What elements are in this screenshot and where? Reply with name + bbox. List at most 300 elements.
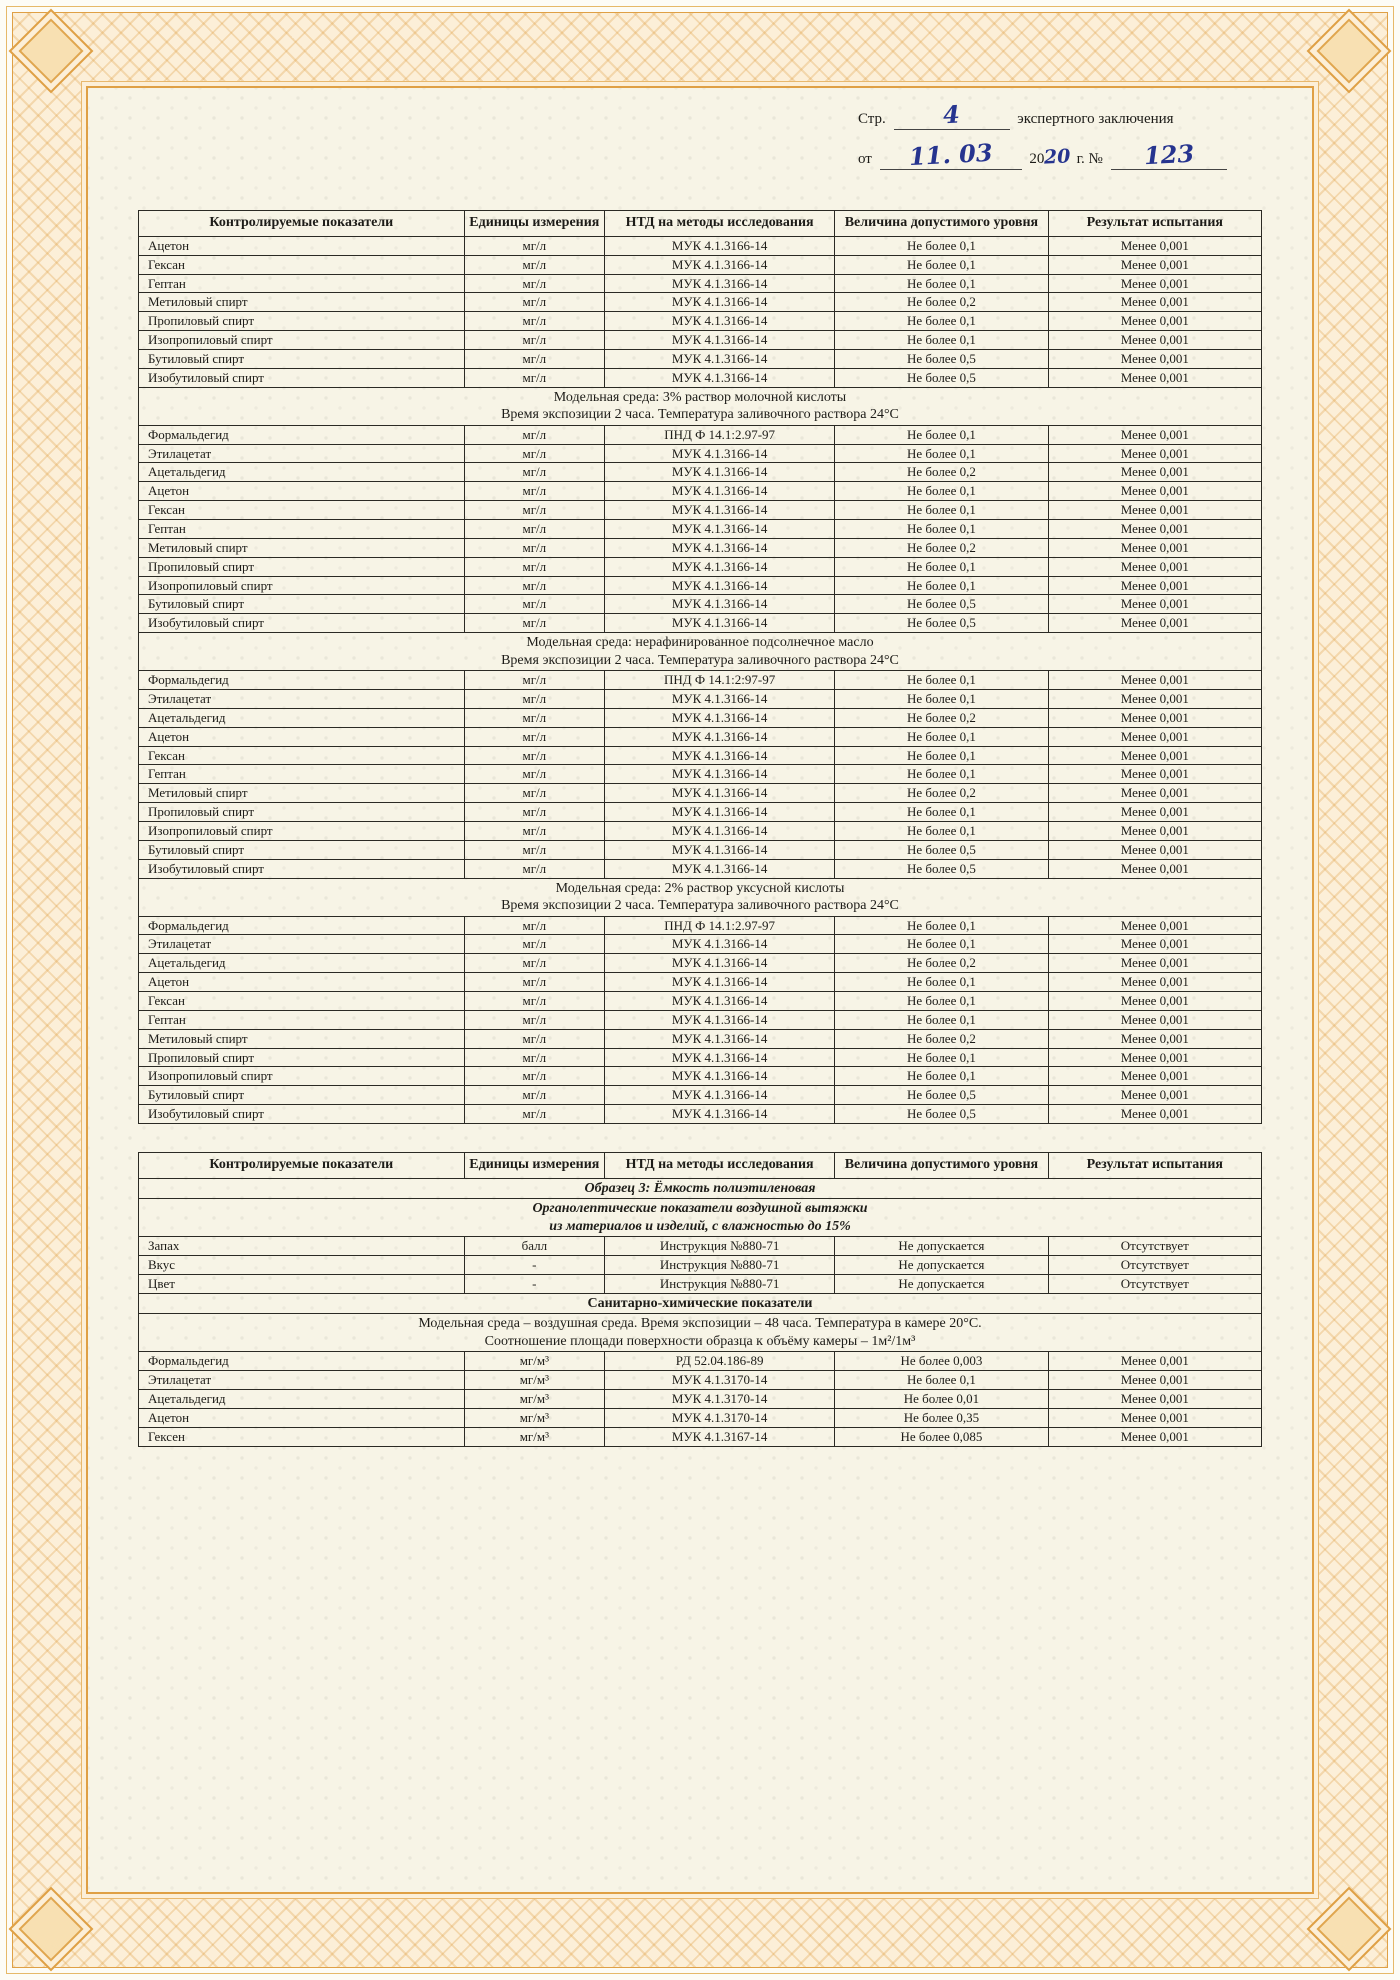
table-cell: мг/л	[464, 954, 604, 973]
table-cell: МУК 4.1.3166-14	[605, 935, 835, 954]
section-header-line: Время экспозиции 2 часа. Температура заливочного раствора 24°С	[501, 652, 899, 668]
table-cell: Менее 0,001	[1048, 331, 1261, 350]
table-cell: мг/л	[464, 463, 604, 482]
table-cell: Менее 0,001	[1048, 784, 1261, 803]
table-cell: мг/л	[464, 614, 604, 633]
table-cell: МУК 4.1.3166-14	[605, 312, 835, 331]
table-cell: Не более 0,2	[835, 1029, 1048, 1048]
table-row	[139, 576, 1262, 595]
table-cell: Не более 0,1	[835, 519, 1048, 538]
test-results-table-2	[138, 1152, 1262, 1447]
table-cell: Гексан	[139, 746, 465, 765]
table-row	[139, 1237, 1262, 1256]
table-cell: Менее 0,001	[1048, 1105, 1261, 1124]
doc-title-suffix: экспертного заключения	[1017, 111, 1174, 127]
table-cell: мг/м³	[464, 1371, 604, 1390]
table-cell: мг/л	[464, 538, 604, 557]
table-row	[139, 595, 1262, 614]
table-cell: Менее 0,001	[1048, 1086, 1261, 1105]
table-row	[139, 935, 1262, 954]
table-cell: Менее 0,001	[1048, 501, 1261, 520]
table-cell: МУК 4.1.3166-14	[605, 1086, 835, 1105]
table-cell: мг/л	[464, 349, 604, 368]
table-2-header	[139, 1153, 1262, 1179]
doc-number-slot	[1111, 138, 1227, 171]
table-cell: мг/л	[464, 765, 604, 784]
table-row	[139, 425, 1262, 444]
table-row	[139, 463, 1262, 482]
table-cell: Менее 0,001	[1048, 916, 1261, 935]
table-cell: Менее 0,001	[1048, 349, 1261, 368]
table-cell: мг/л	[464, 784, 604, 803]
table-cell: мг/л	[464, 444, 604, 463]
section-header-line: Образец 3: Ёмкость полиэтиленовая	[584, 1180, 816, 1196]
table-cell: Ацетон	[139, 973, 465, 992]
table-cell: Не более 0,1	[835, 765, 1048, 784]
table-cell: Менее 0,001	[1048, 1390, 1261, 1409]
table-cell: Менее 0,001	[1048, 1371, 1261, 1390]
table-cell: Не более 0,5	[835, 859, 1048, 878]
table-cell: мг/л	[464, 1010, 604, 1029]
table-cell: Менее 0,001	[1048, 954, 1261, 973]
table-cell: Изопропиловый спирт	[139, 1067, 465, 1086]
table-cell: Этилацетат	[139, 444, 465, 463]
table-cell: Менее 0,001	[1048, 557, 1261, 576]
table-row	[139, 689, 1262, 708]
table-cell: мг/л	[464, 501, 604, 520]
table-cell: Гептан	[139, 519, 465, 538]
doc-number-handwritten: 123	[1142, 138, 1195, 171]
table-cell: Гептан	[139, 1010, 465, 1029]
table-cell: Менее 0,001	[1048, 859, 1261, 878]
table-cell: мг/л	[464, 236, 604, 255]
section-header-cell	[139, 1178, 1262, 1199]
table-row	[139, 840, 1262, 859]
table-cell: Не более 0,1	[835, 444, 1048, 463]
table-cell: мг/л	[464, 689, 604, 708]
table-cell: Этилацетат	[139, 935, 465, 954]
table-cell: мг/л	[464, 671, 604, 690]
table-cell: Менее 0,001	[1048, 1067, 1261, 1086]
table-cell: Цвет	[139, 1275, 465, 1294]
table-cell: Гексен	[139, 1427, 465, 1446]
table-cell: МУК 4.1.3170-14	[605, 1390, 835, 1409]
table-row	[139, 1371, 1262, 1390]
table-cell: Не более 0,1	[835, 1010, 1048, 1029]
table-cell: мг/л	[464, 1105, 604, 1124]
table-cell: Метиловый спирт	[139, 1029, 465, 1048]
table-row	[139, 746, 1262, 765]
table-row	[139, 1427, 1262, 1446]
section-header-row	[139, 1293, 1262, 1314]
table-cell: Не более 0,1	[835, 935, 1048, 954]
table-cell: мг/л	[464, 916, 604, 935]
table-cell: Менее 0,001	[1048, 935, 1261, 954]
table-cell: МУК 4.1.3166-14	[605, 557, 835, 576]
table-cell: МУК 4.1.3166-14	[605, 746, 835, 765]
date-number-line	[858, 137, 1278, 171]
table-row	[139, 1086, 1262, 1105]
table-cell: Изобутиловый спирт	[139, 614, 465, 633]
table-cell: Менее 0,001	[1048, 992, 1261, 1011]
table-cell: Менее 0,001	[1048, 425, 1261, 444]
table-cell: Запах	[139, 1237, 465, 1256]
table-cell: Метиловый спирт	[139, 538, 465, 557]
table-cell: -	[464, 1275, 604, 1294]
table-cell: Менее 0,001	[1048, 727, 1261, 746]
table-cell: мг/л	[464, 482, 604, 501]
table-cell: Менее 0,001	[1048, 708, 1261, 727]
table-cell: Отсутствует	[1048, 1237, 1261, 1256]
table-cell: Не более 0,1	[835, 482, 1048, 501]
table-cell: МУК 4.1.3166-14	[605, 1067, 835, 1086]
table-cell: МУК 4.1.3166-14	[605, 293, 835, 312]
table-cell: Менее 0,001	[1048, 1427, 1261, 1446]
table-cell: Менее 0,001	[1048, 274, 1261, 293]
table-cell: мг/л	[464, 1086, 604, 1105]
table-cell: МУК 4.1.3166-14	[605, 595, 835, 614]
doc-header	[858, 99, 1278, 184]
table-cell: Не более 0,1	[835, 331, 1048, 350]
table-cell: МУК 4.1.3166-14	[605, 765, 835, 784]
table-cell: Не более 0,1	[835, 727, 1048, 746]
table-row	[139, 1390, 1262, 1409]
table-row	[139, 708, 1262, 727]
section-header-line: Время экспозиции 2 часа. Температура заливочного раствора 24°С	[501, 898, 899, 914]
section-header-line: Модельная среда: 2% раствор уксусной кислоты	[555, 880, 845, 896]
table-cell: мг/л	[464, 331, 604, 350]
table-cell: Менее 0,001	[1048, 293, 1261, 312]
section-header-cell	[139, 878, 1262, 916]
table-cell: Менее 0,001	[1048, 1048, 1261, 1067]
table-cell: мг/л	[464, 255, 604, 274]
table-cell: Инструкция №880-71	[605, 1237, 835, 1256]
header-row	[139, 1153, 1262, 1179]
column-header-indicators: Контролируемые показатели	[139, 211, 465, 237]
page-number-handwritten: 4	[942, 99, 961, 130]
table-cell: Не более 0,5	[835, 368, 1048, 387]
table-cell: мг/л	[464, 822, 604, 841]
table-cell: Ацетальдегид	[139, 463, 465, 482]
table-cell: МУК 4.1.3166-14	[605, 803, 835, 822]
page-label: Стр.	[858, 111, 886, 127]
column-header-indicators: Контролируемые показатели	[139, 1153, 465, 1179]
section-header-cell	[139, 387, 1262, 425]
section-header-cell	[139, 1199, 1262, 1237]
table-cell: МУК 4.1.3167-14	[605, 1427, 835, 1446]
table-cell: Менее 0,001	[1048, 671, 1261, 690]
table-cell: мг/л	[464, 727, 604, 746]
table-cell: Формальдегид	[139, 671, 465, 690]
table-cell: Ацетон	[139, 727, 465, 746]
table-cell: МУК 4.1.3166-14	[605, 274, 835, 293]
table-cell: МУК 4.1.3166-14	[605, 973, 835, 992]
table-cell: Менее 0,001	[1048, 614, 1261, 633]
table-row	[139, 236, 1262, 255]
table-cell: МУК 4.1.3166-14	[605, 708, 835, 727]
table-cell: Ацетальдегид	[139, 708, 465, 727]
table-cell: Изобутиловый спирт	[139, 1105, 465, 1124]
table-cell: мг/м³	[464, 1390, 604, 1409]
table-cell: мг/л	[464, 293, 604, 312]
table-row	[139, 1048, 1262, 1067]
table-cell: мг/м³	[464, 1427, 604, 1446]
table-cell: Не более 0,1	[835, 501, 1048, 520]
table-cell: Менее 0,001	[1048, 1352, 1261, 1371]
section-header-line: Время экспозиции 2 часа. Температура заливочного раствора 24°С	[501, 407, 899, 423]
section-header-row	[139, 1178, 1262, 1199]
column-header-units: Единицы измерения	[464, 1153, 604, 1179]
table-2-body	[139, 1178, 1262, 1446]
table-cell: Вкус	[139, 1256, 465, 1275]
section-header-row	[139, 1199, 1262, 1237]
table-cell: Менее 0,001	[1048, 236, 1261, 255]
table-cell: МУК 4.1.3166-14	[605, 501, 835, 520]
table-cell: Не более 0,1	[835, 557, 1048, 576]
table-row	[139, 501, 1262, 520]
table-cell: мг/м³	[464, 1408, 604, 1427]
table-cell: мг/л	[464, 312, 604, 331]
table-cell: Не более 0,1	[835, 274, 1048, 293]
table-cell: МУК 4.1.3166-14	[605, 1048, 835, 1067]
table-cell: Не более 0,1	[835, 822, 1048, 841]
table-row	[139, 331, 1262, 350]
table-cell: Бутиловый спирт	[139, 349, 465, 368]
table-cell: мг/л	[464, 708, 604, 727]
table-cell: Не более 0,085	[835, 1427, 1048, 1446]
column-header-method: НТД на методы исследования	[605, 1153, 835, 1179]
table-cell: Гексан	[139, 992, 465, 1011]
table-cell: МУК 4.1.3166-14	[605, 482, 835, 501]
table-cell: Отсутствует	[1048, 1256, 1261, 1275]
table-row	[139, 859, 1262, 878]
table-cell: Не более 0,1	[835, 916, 1048, 935]
table-cell: Бутиловый спирт	[139, 595, 465, 614]
table-cell: Пропиловый спирт	[139, 312, 465, 331]
table-cell: Не более 0,1	[835, 425, 1048, 444]
table-cell: Ацетальдегид	[139, 1390, 465, 1409]
table-cell: Менее 0,001	[1048, 538, 1261, 557]
table-cell: МУК 4.1.3166-14	[605, 463, 835, 482]
year-handwritten: 20	[1043, 145, 1072, 169]
table-cell: Изопропиловый спирт	[139, 576, 465, 595]
table-cell: МУК 4.1.3170-14	[605, 1408, 835, 1427]
table-cell: МУК 4.1.3166-14	[605, 689, 835, 708]
table-row	[139, 482, 1262, 501]
table-cell: Менее 0,001	[1048, 368, 1261, 387]
table-cell: Инструкция №880-71	[605, 1275, 835, 1294]
table-cell: МУК 4.1.3166-14	[605, 255, 835, 274]
section-header-row	[139, 387, 1262, 425]
table-cell: Менее 0,001	[1048, 1010, 1261, 1029]
section-header-line: из материалов и изделий, с влажностью до 15%	[549, 1218, 851, 1234]
table-cell: Не более 0,01	[835, 1390, 1048, 1409]
table-cell: Не более 0,1	[835, 236, 1048, 255]
table-row	[139, 538, 1262, 557]
table-row	[139, 727, 1262, 746]
table-cell: Не более 0,1	[835, 255, 1048, 274]
table-cell: Не более 0,5	[835, 595, 1048, 614]
table-cell: Менее 0,001	[1048, 255, 1261, 274]
table-row	[139, 255, 1262, 274]
table-cell: МУК 4.1.3166-14	[605, 1105, 835, 1124]
table-cell: Бутиловый спирт	[139, 840, 465, 859]
table-cell: Не более 0,2	[835, 293, 1048, 312]
table-cell: Изопропиловый спирт	[139, 331, 465, 350]
table-cell: Менее 0,001	[1048, 444, 1261, 463]
table-cell: Гептан	[139, 274, 465, 293]
table-row	[139, 784, 1262, 803]
table-cell: МУК 4.1.3166-14	[605, 444, 835, 463]
section-header-line: Органолептические показатели воздушной вытяжки	[532, 1201, 868, 1217]
table-cell: Метиловый спирт	[139, 293, 465, 312]
date-slot	[880, 137, 1022, 171]
table-row	[139, 1352, 1262, 1371]
table-cell: МУК 4.1.3166-14	[605, 349, 835, 368]
table-cell: Менее 0,001	[1048, 746, 1261, 765]
table-cell: Пропиловый спирт	[139, 557, 465, 576]
year-suffix: г. №	[1076, 150, 1103, 167]
table-cell: Формальдегид	[139, 1352, 465, 1371]
table-cell: Метиловый спирт	[139, 784, 465, 803]
table-cell: МУК 4.1.3166-14	[605, 614, 835, 633]
table-cell: МУК 4.1.3166-14	[605, 538, 835, 557]
table-cell: Ацетон	[139, 236, 465, 255]
table-cell: Не более 0,5	[835, 614, 1048, 633]
table-cell: РД 52.04.186-89	[605, 1352, 835, 1371]
table-row	[139, 274, 1262, 293]
table-cell: Ацетальдегид	[139, 954, 465, 973]
column-header-result: Результат испытания	[1048, 1153, 1261, 1179]
table-cell: Не более 0,2	[835, 708, 1048, 727]
table-cell: Не более 0,2	[835, 954, 1048, 973]
table-cell: мг/л	[464, 1048, 604, 1067]
document-field	[86, 86, 1314, 1894]
table-cell: МУК 4.1.3166-14	[605, 954, 835, 973]
section-header-line: Модельная среда: нерафинированное подсолнечное масло	[526, 635, 874, 651]
table-cell: мг/л	[464, 935, 604, 954]
table-cell: мг/л	[464, 576, 604, 595]
table-row	[139, 765, 1262, 784]
table-cell: Не более 0,5	[835, 1105, 1048, 1124]
table-cell: ПНД Ф 14.1:2:97-97	[605, 671, 835, 690]
table-cell: Менее 0,001	[1048, 765, 1261, 784]
table-cell: МУК 4.1.3166-14	[605, 784, 835, 803]
table-row	[139, 1067, 1262, 1086]
table-cell: мг/л	[464, 274, 604, 293]
table-cell: Не более 0,2	[835, 784, 1048, 803]
table-row	[139, 368, 1262, 387]
table-cell: Не более 0,5	[835, 840, 1048, 859]
table-cell: мг/л	[464, 368, 604, 387]
table-cell: Не более 0,1	[835, 992, 1048, 1011]
table-cell: МУК 4.1.3166-14	[605, 236, 835, 255]
table-cell: МУК 4.1.3166-14	[605, 1010, 835, 1029]
column-header-result: Результат испытания	[1048, 211, 1261, 237]
table-cell: Не более 0,1	[835, 1371, 1048, 1390]
section-header-line: Санитарно-химические показатели	[587, 1295, 813, 1311]
table-row	[139, 1275, 1262, 1294]
table-row	[139, 614, 1262, 633]
column-header-units: Единицы измерения	[464, 211, 604, 237]
section-header-cell	[139, 1293, 1262, 1314]
table-cell: МУК 4.1.3166-14	[605, 859, 835, 878]
table-cell: Менее 0,001	[1048, 576, 1261, 595]
table-cell: МУК 4.1.3166-14	[605, 368, 835, 387]
date-label: от	[858, 150, 872, 167]
column-header-limit: Величина допустимого уровня	[835, 211, 1048, 237]
table-cell: Не более 0,5	[835, 349, 1048, 368]
table-row	[139, 519, 1262, 538]
table-row	[139, 1010, 1262, 1029]
table-cell: МУК 4.1.3166-14	[605, 1029, 835, 1048]
table-cell: Не более 0,2	[835, 463, 1048, 482]
table-row	[139, 973, 1262, 992]
table-cell: МУК 4.1.3166-14	[605, 992, 835, 1011]
table-cell: Изопропиловый спирт	[139, 822, 465, 841]
column-header-limit: Величина допустимого уровня	[835, 1153, 1048, 1179]
table-cell: мг/л	[464, 803, 604, 822]
table-cell: Не более 0,1	[835, 1048, 1048, 1067]
section-header-line: Модельная среда – воздушная среда. Время экспозиции – 48 часа. Температура в камере 20°С.	[418, 1316, 982, 1332]
table-cell: Менее 0,001	[1048, 463, 1261, 482]
table-cell: мг/л	[464, 519, 604, 538]
table-cell: Пропиловый спирт	[139, 1048, 465, 1067]
date-handwritten: 11. 03	[908, 137, 994, 171]
table-cell: Менее 0,001	[1048, 840, 1261, 859]
table-cell: -	[464, 1256, 604, 1275]
table-cell: Гексан	[139, 501, 465, 520]
table-row	[139, 312, 1262, 331]
table-row	[139, 293, 1262, 312]
table-cell: Пропиловый спирт	[139, 803, 465, 822]
table-cell: Не более 0,1	[835, 973, 1048, 992]
table-cell: Не более 0,1	[835, 576, 1048, 595]
table-cell: Не более 0,1	[835, 689, 1048, 708]
table-row	[139, 557, 1262, 576]
table-cell: МУК 4.1.3166-14	[605, 840, 835, 859]
year-printed: 20	[1029, 150, 1045, 167]
table-cell: Не более 0,1	[835, 671, 1048, 690]
table-cell: Не более 0,2	[835, 538, 1048, 557]
table-cell: Не допускается	[835, 1256, 1048, 1275]
section-header-cell	[139, 633, 1262, 671]
table-row	[139, 916, 1262, 935]
section-header-line: Модельная среда: 3% раствор молочной кислоты	[553, 389, 847, 405]
table-cell: МУК 4.1.3166-14	[605, 519, 835, 538]
table-cell: Менее 0,001	[1048, 312, 1261, 331]
table-cell: Менее 0,001	[1048, 822, 1261, 841]
table-1-header	[139, 211, 1262, 237]
table-cell: мг/л	[464, 1067, 604, 1086]
section-header-line: Соотношение площади поверхности образца к объёму камеры – 1м²/1м³	[484, 1333, 916, 1349]
table-cell: Не более 0,35	[835, 1408, 1048, 1427]
table-row	[139, 1105, 1262, 1124]
table-cell: Менее 0,001	[1048, 689, 1261, 708]
table-cell: мг/м³	[464, 1352, 604, 1371]
table-cell: Не более 0,1	[835, 803, 1048, 822]
table-cell: мг/л	[464, 859, 604, 878]
table-cell: Не более 0,5	[835, 1086, 1048, 1105]
table-row	[139, 671, 1262, 690]
table-cell: Менее 0,001	[1048, 482, 1261, 501]
table-cell: мг/л	[464, 840, 604, 859]
table-row	[139, 803, 1262, 822]
page-number-line	[858, 99, 1278, 130]
table-cell: МУК 4.1.3166-14	[605, 576, 835, 595]
table-cell: Не более 0,1	[835, 312, 1048, 331]
section-header-row	[139, 1314, 1262, 1352]
